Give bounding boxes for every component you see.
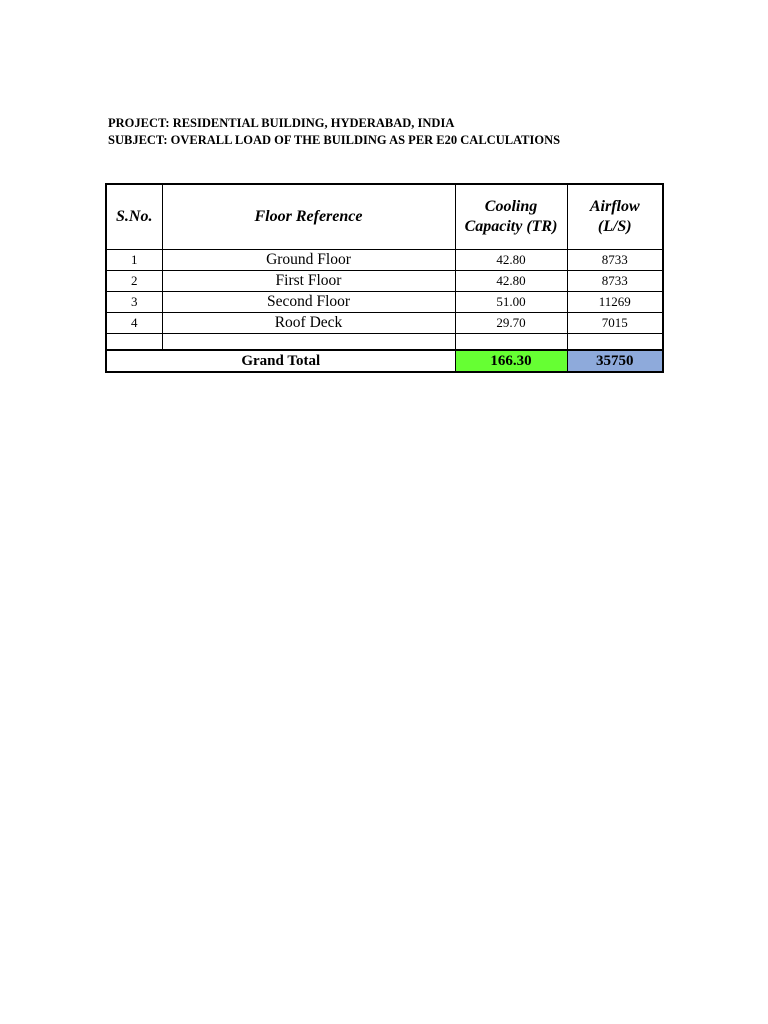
grand-total-row	[106, 350, 663, 372]
row-sno: 2	[106, 271, 162, 292]
row-sno: 4	[106, 313, 162, 334]
blank-cell	[567, 334, 663, 351]
header-cooling-line1: Cooling	[484, 198, 538, 215]
row-airflow: 8733	[567, 250, 663, 271]
table-header-row	[106, 184, 663, 250]
row-cooling: 42.80	[455, 250, 567, 271]
row-cooling: 29.70	[455, 313, 567, 334]
load-summary-table	[105, 183, 664, 373]
project-title: PROJECT: RESIDENTIAL BUILDING, HYDERABAD, INDIA	[108, 116, 455, 130]
subject-title: SUBJECT: OVERALL LOAD OF THE BUILDING AS PER E20 CALCULATIONS	[108, 133, 561, 147]
grand-total-label: Grand Total	[106, 350, 455, 372]
row-floor: Ground Floor	[162, 250, 455, 271]
header-sno: S.No.	[106, 184, 162, 250]
table-row	[106, 313, 663, 334]
blank-row	[106, 334, 663, 351]
row-sno: 3	[106, 292, 162, 313]
row-airflow: 8733	[567, 271, 663, 292]
row-floor: Roof Deck	[162, 313, 455, 334]
header-floor-reference: Floor Reference	[162, 184, 455, 250]
table-row	[106, 292, 663, 313]
row-airflow: 11269	[567, 292, 663, 313]
header-airflow-line1: Airflow	[589, 198, 640, 215]
row-cooling: 42.80	[455, 271, 567, 292]
blank-cell	[455, 334, 567, 351]
header-airflow	[567, 184, 663, 250]
row-cooling: 51.00	[455, 292, 567, 313]
header-cooling-line2: Capacity (TR)	[464, 218, 558, 235]
row-sno: 1	[106, 250, 162, 271]
table-row	[106, 250, 663, 271]
table-row	[106, 271, 663, 292]
blank-cell	[162, 334, 455, 351]
header-airflow-line2: (L/S)	[597, 218, 632, 235]
blank-cell	[106, 334, 162, 351]
document-header	[108, 115, 560, 149]
row-airflow: 7015	[567, 313, 663, 334]
header-cooling-capacity	[455, 184, 567, 250]
grand-total-airflow: 35750	[567, 350, 663, 372]
row-floor: First Floor	[162, 271, 455, 292]
grand-total-cooling: 166.30	[455, 350, 567, 372]
row-floor: Second Floor	[162, 292, 455, 313]
